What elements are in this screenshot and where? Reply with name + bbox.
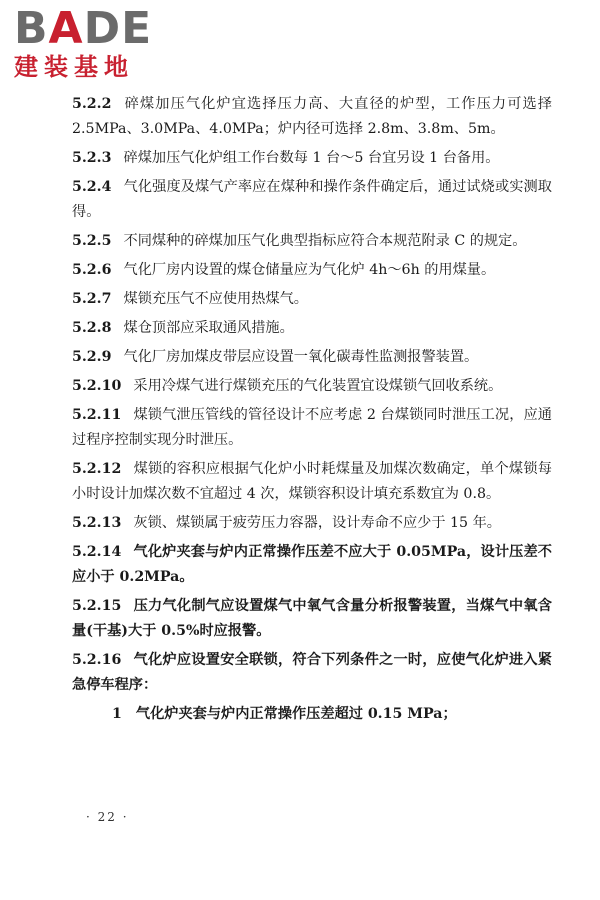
clause-text: 气化强度及煤气产率应在煤种和操作条件确定后，通过试烧或实测取得。	[72, 179, 552, 220]
clause-5-2-3	[72, 146, 552, 171]
clause-number: 5.2.11	[72, 407, 122, 423]
clause-5-2-10	[72, 374, 552, 399]
clause-number: 5.2.9	[72, 349, 112, 365]
watermark-logo	[14, 3, 184, 82]
clause-number: 5.2.15	[72, 598, 122, 614]
clause-number: 5.2.3	[72, 150, 112, 166]
clause-number: 5.2.5	[72, 233, 112, 249]
clause-number: 5.2.12	[72, 461, 122, 477]
document-page	[72, 92, 552, 727]
clause-5-2-11	[72, 403, 552, 453]
clause-5-2-2	[72, 92, 552, 142]
clause-text: 煤锁气泄压管线的管径设计不应考虑 2 台煤锁同时泄压工况，应通过程序控制实现分时泄压。	[72, 407, 552, 448]
clause-5-2-6	[72, 258, 552, 283]
clause-text: 气化厂房加煤皮带层应设置一氧化碳毒性监测报警装置。	[123, 349, 479, 365]
clause-5-2-15	[72, 594, 552, 644]
clause-text: 煤锁充压气不应使用热煤气。	[123, 291, 308, 307]
clause-number: 5.2.13	[72, 515, 122, 531]
clause-text: 采用冷煤气进行煤锁充压的气化装置宜设煤锁气回收系统。	[133, 378, 503, 394]
clause-text: 气化炉夹套与炉内正常操作压差不应大于 0.05MPa，设计压差不应小于 0.2MPa。	[72, 544, 552, 585]
clause-text: 煤锁的容积应根据气化炉小时耗煤量及加煤次数确定，单个煤锁每小时设计加煤次数不宜超过 4 次，煤锁容积设计填充系数宜为 0.8。	[72, 461, 552, 502]
clause-5-2-14	[72, 540, 552, 590]
clause-number: 5.2.8	[72, 320, 112, 336]
clause-text: 气化炉应设置安全联锁，符合下列条件之一时，应使气化炉进入紧急停车程序：	[72, 652, 552, 693]
clause-number: 5.2.14	[72, 544, 122, 560]
clause-number: 5.2.10	[72, 378, 122, 394]
clause-text: 煤仓顶部应采取通风措施。	[123, 320, 294, 336]
clause-text: 不同煤种的碎煤加压气化典型指标应符合本规范附录 C 的规定。	[123, 233, 527, 249]
clause-5-2-9	[72, 345, 552, 370]
clause-number: 5.2.2	[72, 96, 112, 112]
clause-5-2-8	[72, 316, 552, 341]
clause-5-2-5	[72, 229, 552, 254]
clause-5-2-7	[72, 287, 552, 312]
watermark-logo-text: BADE	[14, 3, 153, 54]
clause-5-2-16	[72, 648, 552, 698]
clause-number: 5.2.6	[72, 262, 112, 278]
clause-5-2-12	[72, 457, 552, 507]
clause-5-2-13	[72, 511, 552, 536]
clause-text: 灰锁、煤锁属于疲劳压力容器，设计寿命不应少于 15 年。	[133, 515, 501, 531]
clause-number: 5.2.7	[72, 291, 112, 307]
item-text: 气化炉夹套与炉内正常操作压差超过 0.15 MPa；	[135, 706, 457, 722]
clause-number: 5.2.16	[72, 652, 122, 668]
watermark-subtitle: 建装基地	[14, 53, 134, 81]
clause-text: 碎煤加压气化炉宜选择压力高、大直径的炉型，工作压力可选择 2.5MPa、3.0MPa、4.0MPa；炉内径可选择 2.8m、3.8m、5m。	[72, 96, 552, 137]
clause-number: 5.2.4	[72, 179, 112, 195]
clause-text: 压力气化制气应设置煤气中氧气含量分析报警装置，当煤气中氧含量(干基)大于 0.5%时应报警。	[72, 598, 552, 639]
clause-text: 气化厂房内设置的煤仓储量应为气化炉 4h～6h 的用煤量。	[123, 262, 496, 278]
page-number: · 22 ·	[86, 810, 129, 824]
item-number: 1	[112, 706, 122, 722]
clause-5-2-4	[72, 175, 552, 225]
clause-text: 碎煤加压气化炉组工作台数每 1 台～5 台宜另设 1 台备用。	[123, 150, 500, 166]
list-item	[72, 702, 552, 727]
